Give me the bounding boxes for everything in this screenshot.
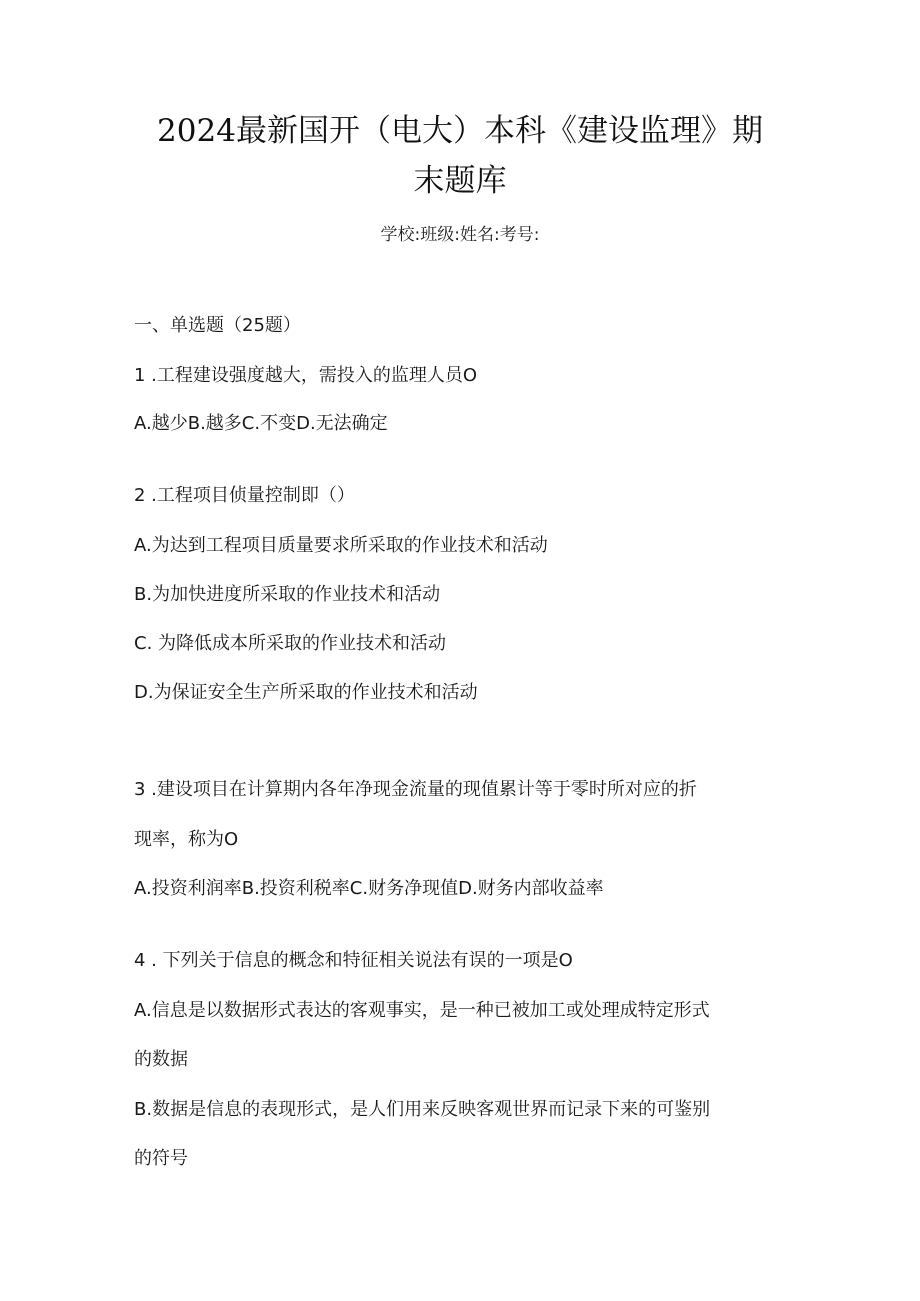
- question-3-options: A.投资利润率B.投资利税率C.财务净现值D.财务内部收益率: [134, 878, 604, 899]
- question-4-stem: 4 . 下列关于信息的概念和特征相关说法有误的一项是O: [134, 950, 573, 971]
- question-1-options: A.越少B.越多C.不变D.无法确定: [134, 413, 388, 434]
- question-1-stem: 1 .工程建设强度越大，需投入的监理人员O: [134, 365, 478, 386]
- question-2-option-b: B.为加快进度所采取的作业技术和活动: [134, 584, 441, 605]
- section-heading: 一、单选题（25题）: [134, 315, 301, 336]
- question-4-option-a-continued: 的数据: [134, 1049, 188, 1070]
- question-2-stem: 2 .工程项目侦量控制即（）: [134, 485, 355, 506]
- question-4-option-b: B.数据是信息的表现形式，是人们用来反映客观世界而记录下来的可鉴别: [134, 1099, 711, 1120]
- question-3-stem-continued: 现率，称为O: [134, 829, 239, 850]
- question-2-option-d: D.为保证安全生产所采取的作业技术和活动: [134, 682, 478, 703]
- question-4-option-a: A.信息是以数据形式表达的客观事实，是一种已被加工或处理成特定形式: [134, 1000, 710, 1021]
- question-2-option-c: C. 为降低成本所采取的作业技术和活动: [134, 633, 447, 654]
- page-title: 2024最新国开（电大）本科《建设监理》期: [157, 113, 763, 149]
- question-2-option-a: A.为达到工程项目质量要求所采取的作业技术和活动: [134, 535, 548, 556]
- question-3-stem: 3 .建设项目在计算期内各年净现金流量的现值累计等于零时所对应的折: [134, 779, 697, 800]
- question-4-option-b-continued: 的符号: [134, 1148, 188, 1169]
- page-title-continued: 末题库: [413, 163, 507, 199]
- student-info-line: 学校:班级:姓名:考号:: [380, 225, 540, 245]
